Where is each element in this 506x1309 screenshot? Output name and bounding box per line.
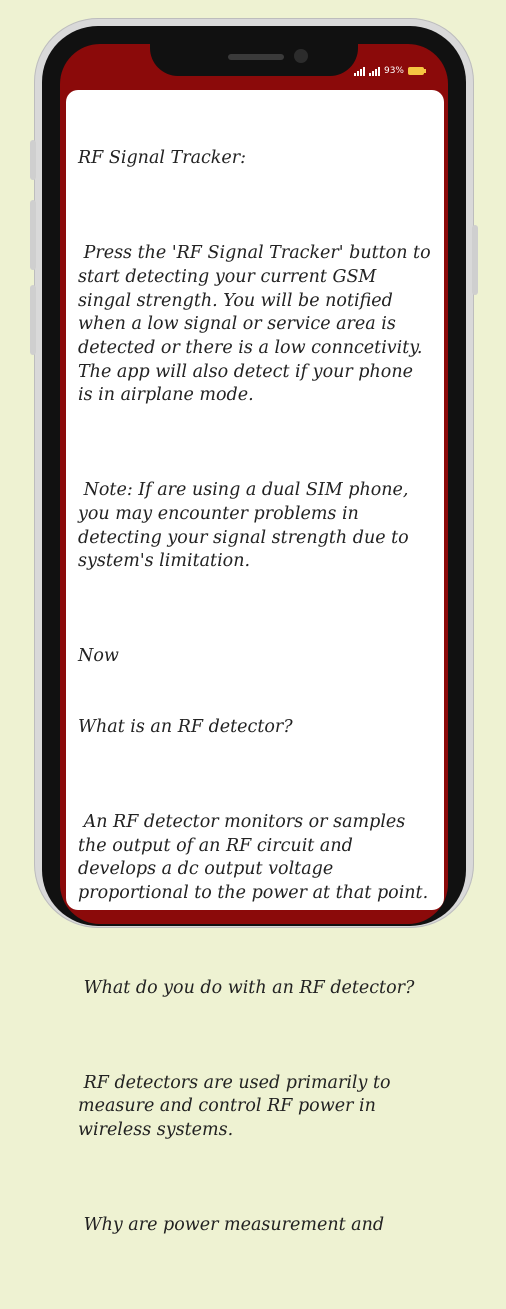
heading-why-power-measurement: Why are power measurement and — [78, 1214, 385, 1235]
paragraph-note: Note: If are using a dual SIM phone, you may encounter problems in detecting your signal strength due to system's limitation. — [78, 480, 415, 572]
heading-what-is-rf-detector: What is an RF detector? — [78, 717, 293, 738]
paragraph-now: Now — [78, 646, 119, 667]
paragraph-how-to-use: Press the 'RF Signal Tracker' button to start detecting your current GSM singal strength. You will be notified when a low signal or service area is detected or there is a low conncetivity. The app will also detect if your phone is in airplane mode. — [78, 243, 437, 406]
status-bar — [354, 64, 424, 78]
battery-percentage: 93% — [383, 66, 404, 76]
signal-bars-icon — [369, 67, 380, 76]
section-title: RF Signal Tracker: — [78, 148, 247, 169]
speaker-grille — [228, 54, 284, 60]
signal-bars-icon — [354, 67, 365, 76]
phone-side-button — [30, 140, 36, 180]
paragraph-rf-detector-use: RF detectors are used primarily to measure and control RF power in wireless systems. — [78, 1072, 397, 1141]
battery-icon — [408, 67, 424, 75]
phone-side-button — [472, 225, 478, 295]
paragraph-rf-detector-definition: An RF detector monitors or samples the output of an RF circuit and develops a dc output voltage proportional to the power at that point. — [78, 812, 429, 904]
info-text-content — [66, 90, 444, 1309]
phone-side-button — [30, 285, 36, 355]
heading-what-do-you-do: What do you do with an RF detector? — [78, 977, 415, 998]
front-camera — [294, 49, 308, 63]
phone-side-button — [30, 200, 36, 270]
info-card[interactable] — [66, 90, 444, 1235]
